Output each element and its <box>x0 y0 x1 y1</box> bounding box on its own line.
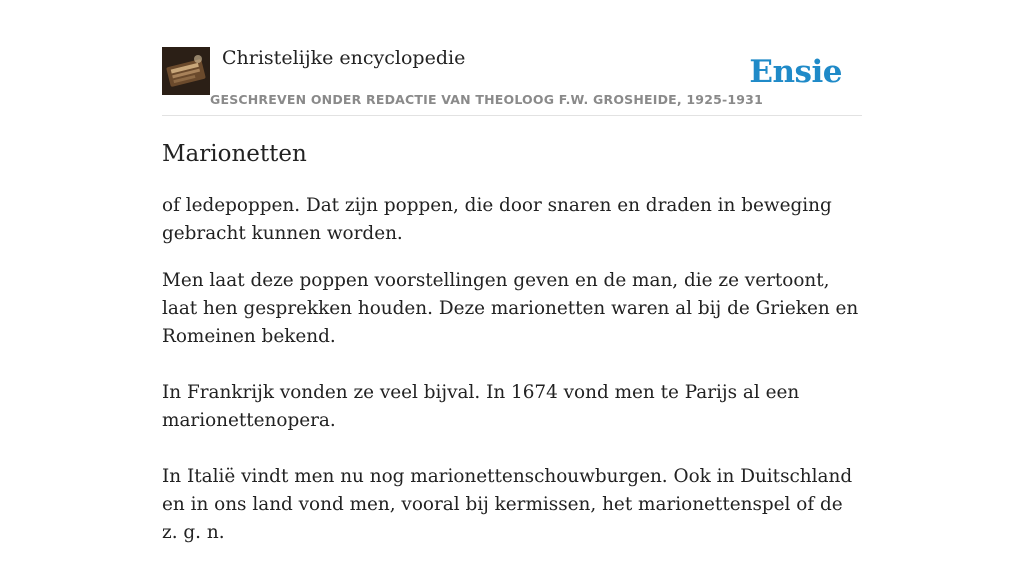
ensie-logo[interactable]: Ensie <box>749 54 842 90</box>
site-title[interactable]: Christelijke encyclopedie <box>222 47 466 69</box>
article-paragraph: of ledepoppen. Dat zijn poppen, die door snaren en draden in beweging gebracht kunnen worden. <box>162 195 832 244</box>
encyclopedia-avatar[interactable] <box>162 47 210 95</box>
site-header <box>162 46 862 116</box>
article <box>162 138 862 575</box>
article-paragraph: Men laat deze poppen voorstellingen geven en de man, die ze vertoont, laat hen gesprekken houden. Deze marionetten waren al bij de Grieken en Romeinen bekend. <box>162 270 859 347</box>
site-subtitle: GESCHREVEN ONDER REDACTIE VAN THEOLOOG F.W. GROSHEIDE, 1925-1931 <box>210 92 763 107</box>
article-paragraph: In Frankrijk vonden ze veel bijval. In 1674 vond men te Parijs al een marionettenopera. <box>162 382 800 431</box>
article-paragraph: In Italië vindt men nu nog marionettenschouwburgen. Ook in Duitschland en in ons land vond men, vooral bij kermissen, het marionettenspel of de z. g. n. <box>162 466 853 543</box>
article-title: Marionetten <box>162 141 307 167</box>
